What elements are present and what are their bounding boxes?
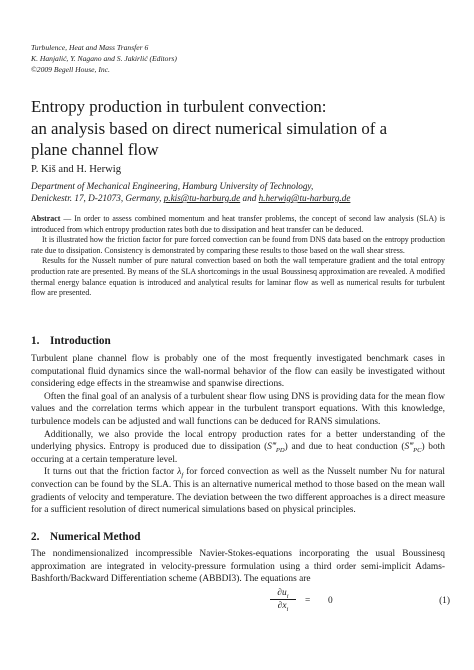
title-line-3: plane channel flow	[31, 140, 159, 159]
numerator-sub: i	[286, 592, 289, 600]
email-link-herwig[interactable]: h.herwig@tu-harburg.de	[258, 193, 351, 203]
title-line-1: Entropy production in turbulent convection:	[31, 97, 327, 116]
symbol-lambda: λ	[177, 467, 182, 478]
section-number: 1.	[31, 335, 40, 347]
section-number: 2.	[31, 531, 40, 543]
affiliation-line-1: Department of Mechanical Engineering, Hamburg University of Technology,	[31, 181, 314, 191]
symbol-sub-pd: PD	[275, 447, 285, 455]
equation-operator: =	[305, 596, 311, 606]
header-line-1: Turbulence, Heat and Mass Transfer 6	[31, 43, 149, 52]
abstract-dash: —	[60, 214, 75, 223]
symbol-s: S‴	[267, 442, 276, 453]
denominator-sub: i	[286, 605, 289, 613]
section-heading-numerical-method	[31, 531, 140, 543]
intro-paragraph-1: Turbulent plane channel flow is probably one of the most frequently investigated benchmark cases in computational fluid dynamics since the wall-normal behavior of the flow can easily be investigated without considering edge effects in the streamwise and spanwise directions.	[31, 354, 445, 390]
intro-p3-text-b: ) and due to heat conduction (	[284, 442, 405, 453]
symbol-sub-f: f	[181, 472, 184, 480]
section-title: Introduction	[50, 335, 111, 347]
header-line-2: K. Hanjalić, Y. Nagano and S. Jakirlić (Editors)	[31, 54, 177, 63]
intro-paragraph-2: Often the final goal of an analysis of a turbulent shear flow using DNS is providing data for the mean flow values and the correlation terms which appear in the turbulent transport equations. With this knowledge, turbulence models can be adjusted and wall functions can be deduced for RANS simulations.	[31, 391, 445, 427]
symbol-sub-pc: PC	[413, 447, 422, 455]
intro-paragraph-3	[31, 429, 445, 467]
intro-p4-text-b: for forced convection as well as the Nusselt number Nu for natural convection can be found by the SLA. This is an alternative numerical method to those based on the mean wall gradients of velocity and temperature. The deviation between the two different approaches is a direct measure for a sufficient resolution of direct numerical simulations based on physical principles.	[31, 467, 445, 516]
abstract-paragraph-1	[31, 214, 445, 235]
affiliation-and: and	[240, 193, 259, 203]
paper-title	[31, 96, 451, 161]
abstract-paragraph-3: Results for the Nusselt number of pure natural convection based on both the wall temperature gradient and the total entropy production rate are presented. By means of the SLA shortcomings in the usual Boussinesq approximation are revealed. A modified thermal energy balance equation is introduced and analytical results for laminar flow as well as numerical results for turbulent flow are presented.	[31, 256, 445, 298]
symbol-s-pc	[404, 442, 422, 455]
intro-p4-text-a: It turns out that the friction factor	[44, 467, 178, 478]
equation-numerator	[270, 588, 296, 599]
intro-p3-text-a: Additionally, we also provide the local entropy production rates for a better understanding of the underlying physics. Entropy is produced due to dissipation (	[31, 429, 445, 453]
authors: P. Kiš and H. Herwig	[31, 164, 122, 175]
abstract-label: Abstract	[31, 214, 61, 223]
section-heading-introduction	[31, 335, 111, 347]
numerator-text: ∂u	[277, 588, 287, 598]
symbol-s: S‴	[404, 442, 414, 453]
introduction-body	[31, 353, 445, 517]
equation-number: (1)	[439, 596, 450, 606]
affiliation-line-2	[31, 192, 350, 204]
numerical-method-body	[31, 548, 445, 586]
method-paragraph-1: The nondimensionalized incompressible Navier-Stokes-equations incorporating the usual Boussinesq approximation are integrated in velocity-pressure formulation using a third order semi-implicit Adams-Bashforth/Backward Differentiation scheme (ABBDI3). The equations are	[31, 549, 445, 585]
section-title: Numerical Method	[50, 531, 141, 543]
header-line-3: ©2009 Begell House, Inc.	[31, 65, 110, 74]
equation-fraction	[270, 588, 296, 611]
denominator-text: ∂x	[277, 601, 287, 611]
title-line-2: an analysis based on direct numerical simulation of a	[31, 118, 388, 138]
affiliation-address: Denickestr. 17, D-21073, Germany,	[31, 193, 164, 203]
intro-paragraph-4	[31, 466, 445, 516]
abstract-paragraph-2: It is illustrated how the friction factor for pure forced convection can be found from DNS data based on the entropy production rate due to dissipation. Consistency is demonstrated by comparing these results to those based on the wall shear stress.	[31, 235, 445, 255]
symbol-s-pd	[267, 442, 285, 455]
equation-1	[270, 586, 450, 622]
email-link-kis[interactable]: p.kis@tu-harburg.de	[163, 193, 241, 203]
abstract	[31, 214, 445, 299]
equation-rhs: 0	[328, 596, 333, 606]
intro-p3-text-c: ) both occuring at a certain temperature level.	[31, 442, 445, 465]
equation-denominator	[270, 599, 296, 611]
affiliation	[31, 180, 350, 204]
abstract-text-1: In order to assess combined momentum and heat transfer problems, the concept of second law analysis (SLA) is introduced from which entropy production rates both due to dissipation and heat transfer can be deduced.	[31, 214, 446, 234]
journal-header	[31, 42, 177, 75]
